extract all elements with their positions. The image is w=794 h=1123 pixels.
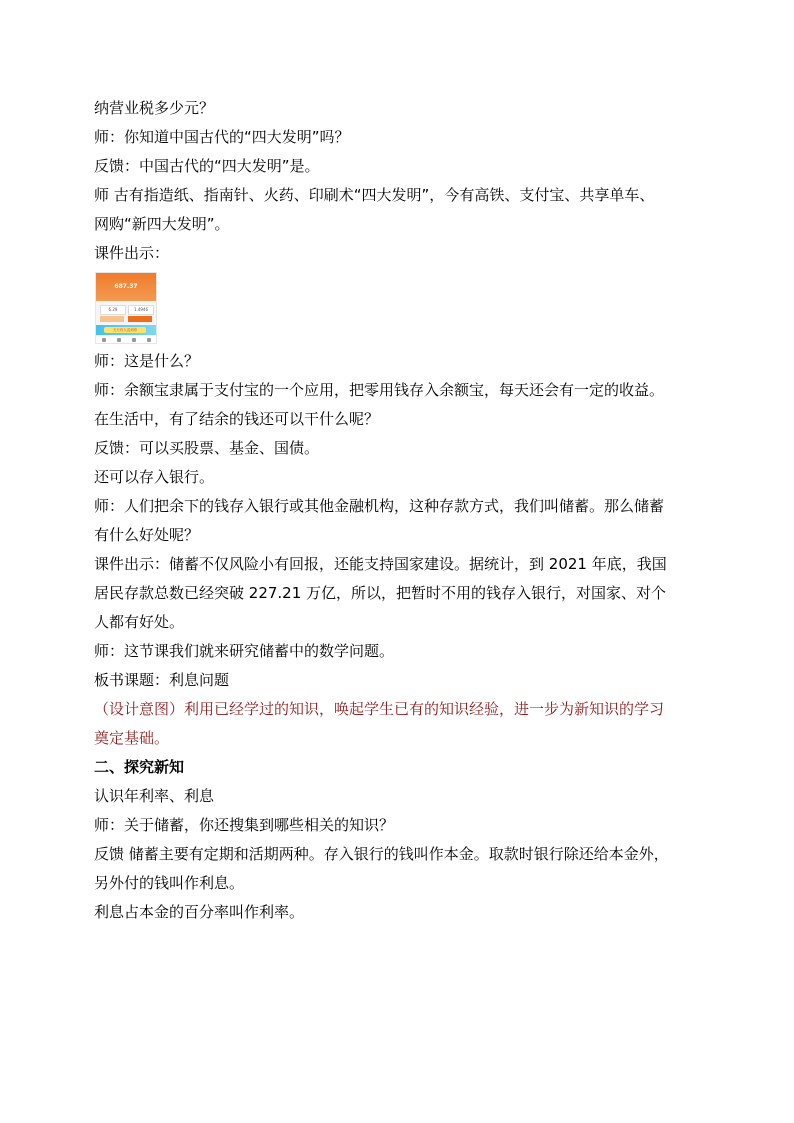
text-line: 网购“新四大发明”。 (94, 215, 230, 233)
figure-button-left (100, 316, 124, 322)
section-heading: 二、探究新知 (94, 758, 185, 776)
alipay-yuebao-screenshot (95, 272, 157, 344)
document-page (94, 94, 714, 927)
text-line: 纳营业税多少元？ (94, 99, 215, 117)
text-line: 师：这节课我们就来研究储蓄中的数学问题。 (94, 642, 395, 660)
text-line: 师 古有指造纸、指南针、火药、印刷术“四大发明”，今有高铁、支付宝、共享单车、 (94, 186, 655, 204)
text-line: 课件出示： (94, 244, 170, 262)
text-line: 师：余额宝隶属于支付宝的一个应用，把零用钱存入余额宝，每天还会有一定的收益。 (94, 381, 665, 399)
text-line: 师：人们把余下的钱存入银行或其他金融机构，这种存款方式，我们叫储蓄。那么储蓄 (94, 497, 665, 515)
text-line: 居民存款总数已经突破 227.21 万亿，所以，把暂时不用的钱存入银行，对国家、对个 (94, 584, 667, 602)
text-line: 反馈：可以买股票、基金、国债。 (94, 439, 320, 457)
text-line: 利息占本金的百分率叫作利率。 (94, 903, 305, 921)
text-line: 另外付的钱叫作利息。 (94, 874, 245, 892)
text-line: 反馈：中国古代的“四大发明”是。 (94, 157, 320, 175)
text-line: 师：你知道中国古代的“四大发明”吗？ (94, 128, 350, 146)
figure-button-right (128, 316, 152, 322)
text-block-before-figure (94, 94, 714, 268)
nav-profile-icon (147, 338, 151, 342)
nav-wealth-icon (117, 338, 121, 342)
text-block-after-figure (94, 347, 714, 927)
figure-nav-bar (96, 336, 156, 343)
nav-home-icon (102, 338, 106, 342)
text-line: 板书课题：利息问题 (94, 671, 230, 689)
text-line: 奠定基础。 (94, 729, 170, 747)
text-line: 认识年利率、利息 (94, 787, 215, 805)
text-line: 还可以存入银行。 (94, 468, 215, 486)
text-line: 课件出示：储蓄不仅风险小有回报，还能支持国家建设。据统计，到 2021 年底，我国 (94, 555, 667, 573)
figure-right-value: 1.4946 (128, 305, 154, 315)
figure-left-value: 6.29 (100, 305, 126, 315)
text-line: 反馈 储蓄主要有定期和活期两种。存入银行的钱叫作本金。取款时银行除还给本金外， (94, 845, 669, 863)
text-line: 在生活中，有了结余的钱还可以干什么呢？ (94, 410, 380, 428)
text-line: 师：关于储蓄，你还搜集到哪些相关的知识？ (94, 816, 395, 834)
text-line: （设计意图）利用已经学过的知识，唤起学生已有的知识经验，进一步为新知识的学习 (94, 700, 665, 718)
text-line: 师：这是什么？ (94, 352, 200, 370)
nav-message-icon (132, 338, 136, 342)
text-line: 有什么好处呢？ (94, 526, 200, 544)
figure-banner-text: 天天有人送到你 (104, 327, 146, 333)
text-line: 人都有好处。 (94, 613, 185, 631)
figure-amount: 687.37 (114, 283, 138, 290)
figure-banner (96, 325, 156, 335)
